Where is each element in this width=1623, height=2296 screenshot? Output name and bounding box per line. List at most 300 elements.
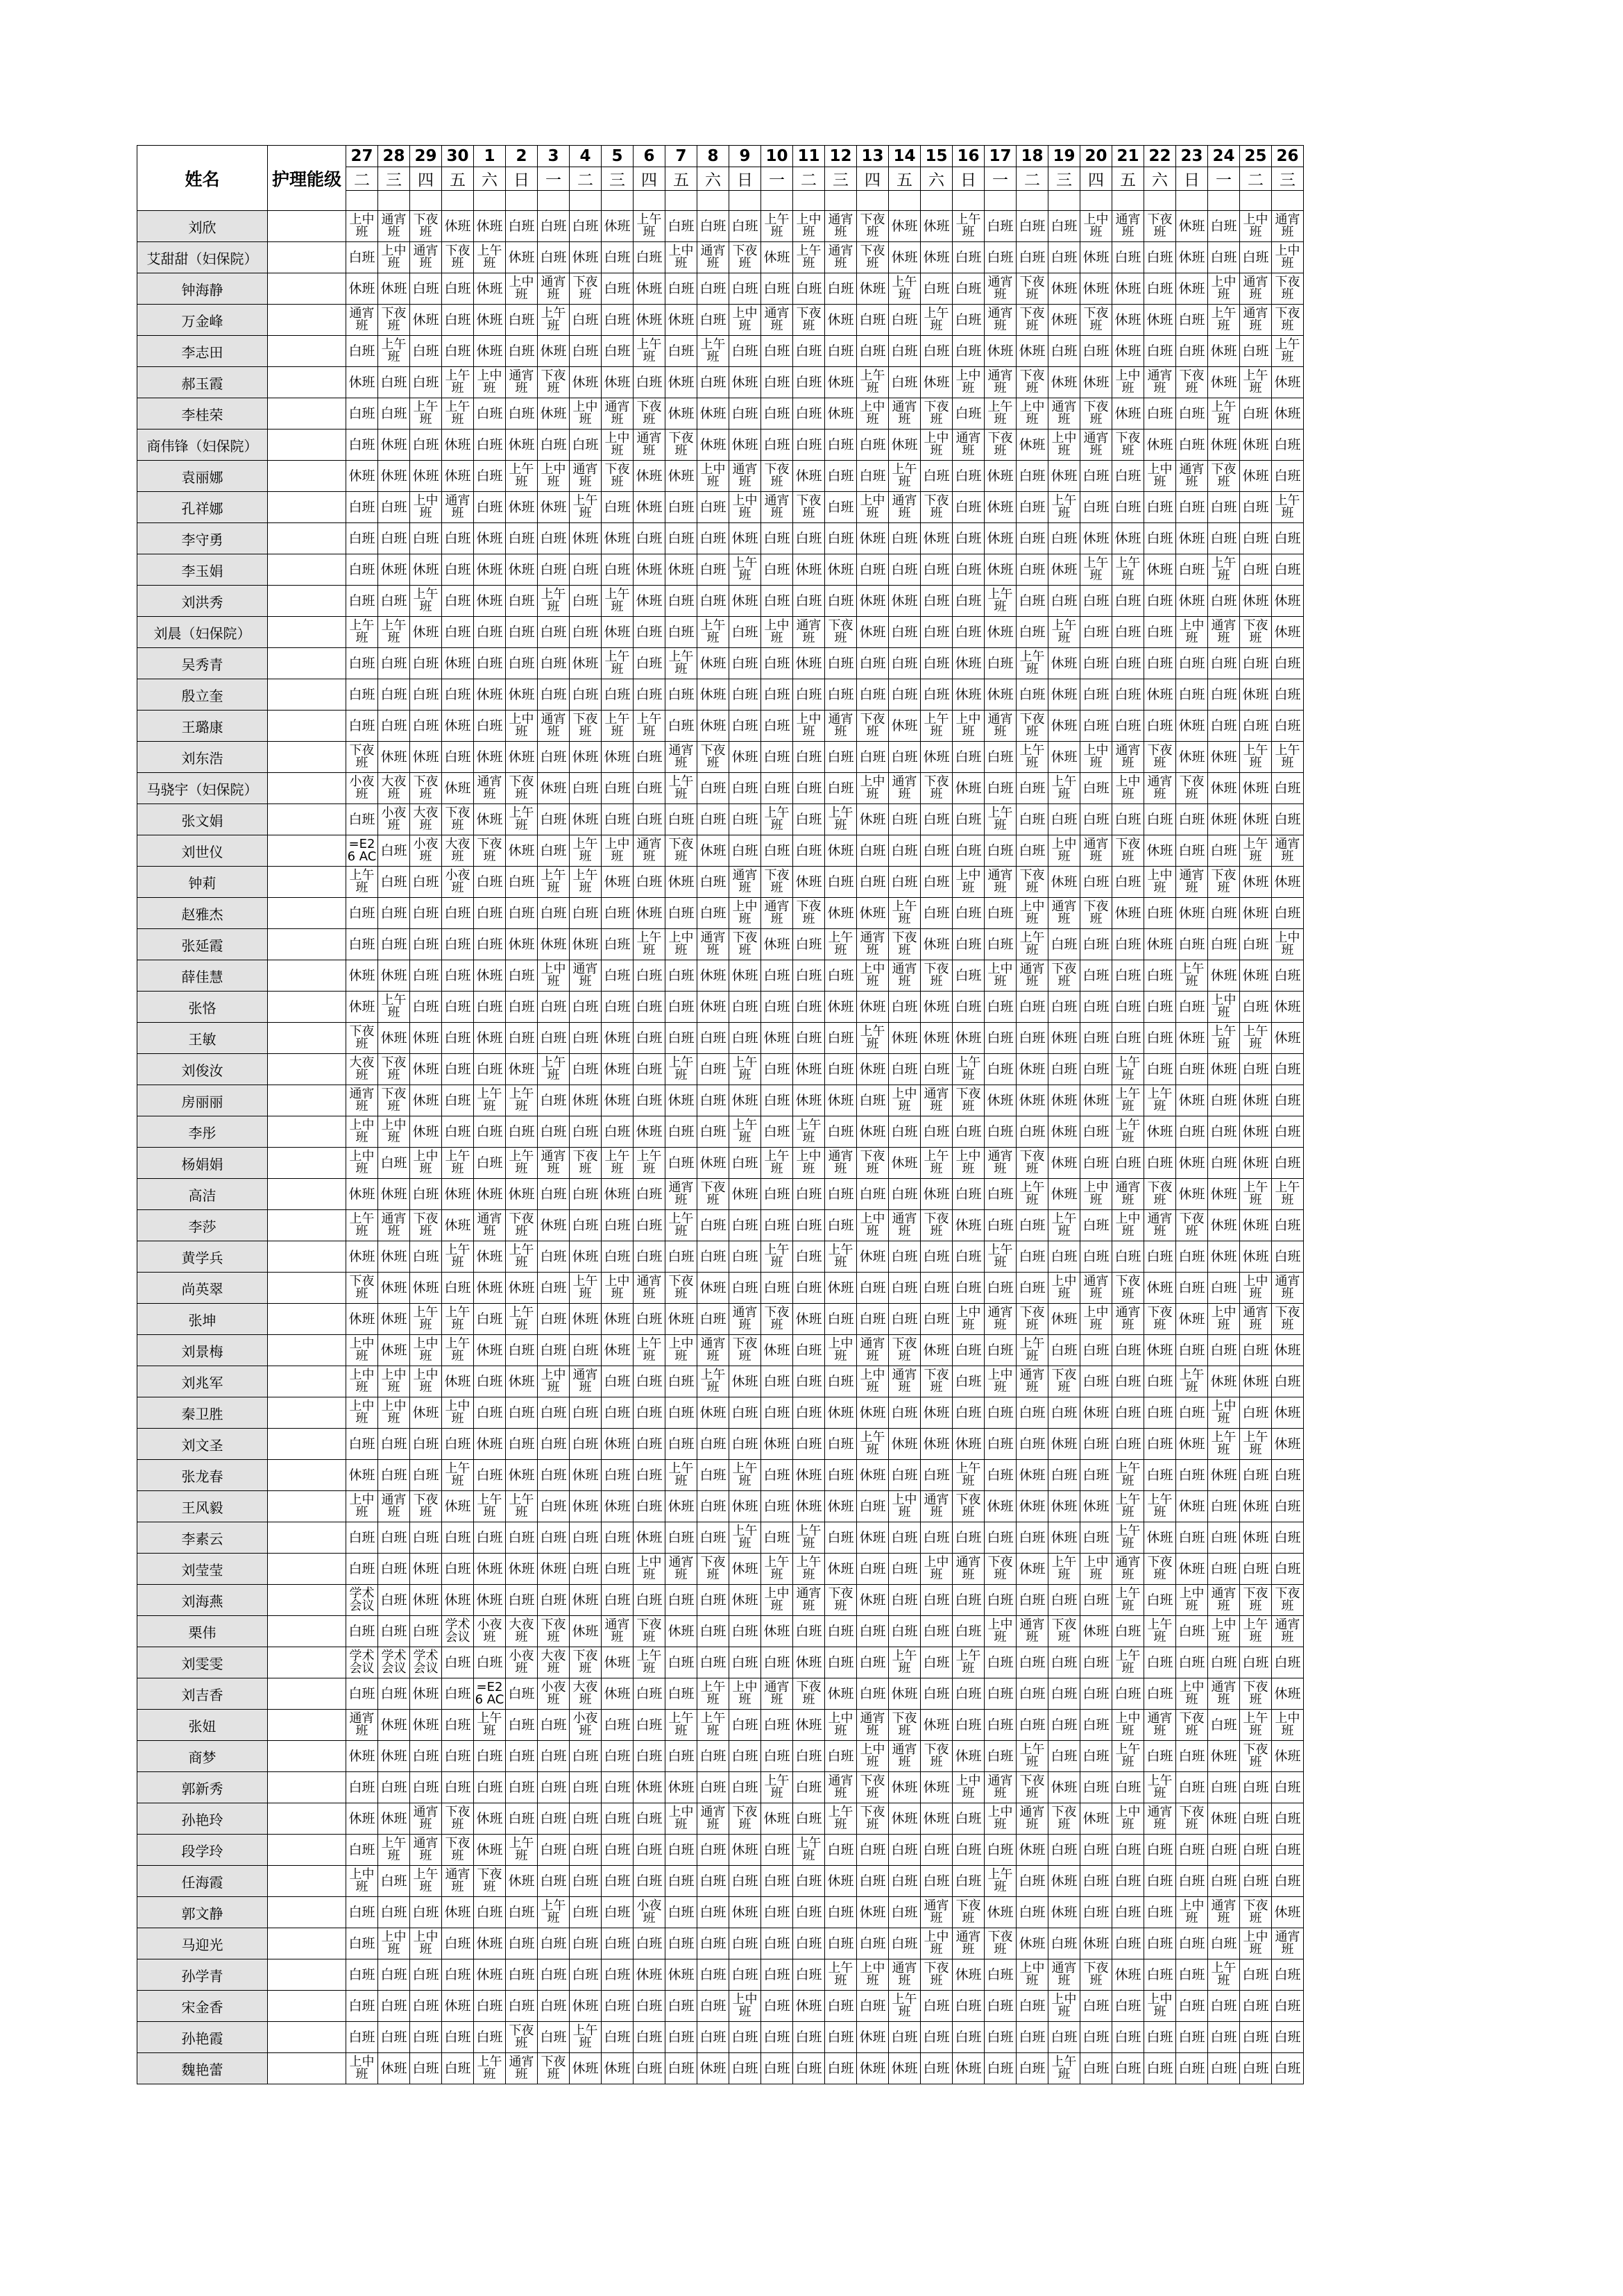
table-row [137, 367, 1304, 398]
shift-cell: 白班 [953, 461, 985, 492]
shift-cell: 上午班 [506, 1148, 538, 1179]
shift-cell: 白班 [378, 586, 410, 617]
shift-cell: 白班 [442, 586, 474, 617]
shift-cell: 白班 [1240, 2022, 1272, 2053]
shift-cell: 白班 [729, 1273, 761, 1304]
shift-cell: 下夜班 [953, 1491, 985, 1522]
shift-cell: 白班 [1176, 1835, 1208, 1866]
shift-cell: 白班 [1176, 1741, 1208, 1772]
shift-cell: 休班 [1080, 1803, 1112, 1835]
shift-cell: 休班 [729, 1179, 761, 1210]
shift-cell: 白班 [729, 1928, 761, 1959]
shift-cell: 白班 [570, 898, 602, 929]
shift-cell: 上午班 [985, 586, 1017, 617]
shift-cell: 通宵班 [1144, 1710, 1176, 1741]
shift-cell: 白班 [953, 273, 985, 305]
shift-cell: 白班 [1080, 1585, 1112, 1616]
shift-cell: 白班 [793, 1210, 825, 1241]
shift-cell: 白班 [1240, 1803, 1272, 1835]
shift-cell: 白班 [538, 1710, 570, 1741]
shift-cell: 上中班 [1112, 1210, 1144, 1241]
shift-cell: 白班 [825, 1023, 857, 1054]
shift-cell: 白班 [1080, 648, 1112, 679]
shift-cell: 白班 [410, 1429, 442, 1460]
shift-cell: 白班 [634, 742, 665, 773]
shift-cell: 上中班 [1112, 1710, 1144, 1741]
shift-cell: 上午班 [602, 1148, 634, 1179]
shift-cell: 白班 [410, 867, 442, 898]
shift-cell: 休班 [665, 1959, 697, 1991]
shift-cell: 下夜班 [793, 492, 825, 523]
shift-cell: 休班 [953, 773, 985, 804]
shift-cell: 白班 [570, 1959, 602, 1991]
table-row [137, 398, 1304, 430]
table-row [137, 1366, 1304, 1397]
shift-cell: 通宵班 [1017, 1366, 1048, 1397]
shift-cell: 白班 [1048, 1741, 1080, 1772]
shift-cell: 白班 [1080, 773, 1112, 804]
shift-cell: 白班 [761, 1991, 793, 2022]
shift-cell: 上午班 [1272, 336, 1304, 367]
shift-cell: 白班 [697, 1491, 729, 1522]
shift-cell: 小夜班 [410, 835, 442, 867]
shift-cell: 白班 [538, 648, 570, 679]
day-header: 26 [1272, 146, 1304, 167]
shift-cell: 休班 [1017, 1554, 1048, 1585]
nursing-level-cell [268, 430, 346, 461]
shift-cell: 白班 [1208, 1835, 1240, 1866]
shift-cell: 白班 [1176, 1647, 1208, 1678]
header-spacer-cell [761, 191, 793, 211]
shift-cell: 白班 [857, 430, 889, 461]
shift-cell: 上午班 [665, 1460, 697, 1491]
shift-cell: 白班 [985, 1116, 1017, 1148]
staff-name-cell: 殷立奎 [137, 679, 268, 711]
shift-cell: 白班 [346, 1429, 378, 1460]
shift-cell: 白班 [570, 554, 602, 586]
shift-cell: 休班 [506, 1366, 538, 1397]
shift-cell: 休班 [1144, 305, 1176, 336]
shift-cell: 休班 [506, 835, 538, 867]
shift-cell: 上中班 [857, 492, 889, 523]
shift-cell: 休班 [1048, 1085, 1080, 1116]
day-header: 8 [697, 146, 729, 167]
nursing-level-cell [268, 1772, 346, 1803]
shift-cell: 白班 [602, 1803, 634, 1835]
shift-cell: 休班 [1208, 1803, 1240, 1835]
shift-cell: 下夜班 [1112, 835, 1144, 867]
shift-cell: 下夜班 [825, 1585, 857, 1616]
shift-cell: 上午班 [410, 1866, 442, 1897]
shift-cell: 休班 [474, 273, 506, 305]
shift-cell: 上午班 [1240, 1710, 1272, 1741]
shift-cell: 白班 [825, 1054, 857, 1085]
shift-cell: 休班 [1112, 523, 1144, 554]
header-spacer-cell [506, 191, 538, 211]
shift-cell: 白班 [793, 2053, 825, 2084]
shift-cell: 上中班 [410, 1928, 442, 1959]
shift-cell: 休班 [857, 1397, 889, 1429]
table-row [137, 1397, 1304, 1429]
shift-cell: 通宵班 [889, 773, 921, 804]
shift-cell: 白班 [1080, 1522, 1112, 1554]
staff-name-cell: 刘俊汝 [137, 1054, 268, 1085]
header-spacer-cell [665, 191, 697, 211]
shift-cell: 通宵班 [378, 1210, 410, 1241]
shift-cell: 白班 [921, 1054, 953, 1085]
shift-cell: 上中班 [665, 1803, 697, 1835]
shift-cell: 白班 [1144, 1460, 1176, 1491]
shift-cell: 白班 [729, 1710, 761, 1741]
shift-cell: 白班 [761, 1179, 793, 1210]
shift-cell: 休班 [1144, 1522, 1176, 1554]
shift-cell: 休班 [729, 523, 761, 554]
shift-cell: 白班 [1048, 523, 1080, 554]
shift-cell: 下夜班 [474, 1866, 506, 1897]
shift-cell: 白班 [1176, 1460, 1208, 1491]
shift-cell: 白班 [570, 1803, 602, 1835]
shift-cell: 白班 [1144, 1647, 1176, 1678]
shift-cell: 休班 [1240, 898, 1272, 929]
shift-cell: 休班 [985, 336, 1017, 367]
shift-cell: 白班 [729, 336, 761, 367]
shift-cell: 通宵班 [634, 430, 665, 461]
shift-cell: 白班 [889, 835, 921, 867]
table-row [137, 1491, 1304, 1522]
shift-cell: 休班 [1080, 273, 1112, 305]
shift-cell: 休班 [570, 929, 602, 960]
shift-cell: 上午班 [729, 1460, 761, 1491]
shift-cell: 白班 [410, 367, 442, 398]
shift-cell: 白班 [570, 305, 602, 336]
shift-cell: 通宵班 [634, 835, 665, 867]
shift-cell: 上午班 [538, 867, 570, 898]
shift-cell: 白班 [761, 398, 793, 430]
schedule-body [137, 211, 1304, 2084]
shift-cell: 白班 [506, 336, 538, 367]
shift-cell: 白班 [1080, 492, 1112, 523]
shift-cell: 白班 [793, 1741, 825, 1772]
shift-cell: 休班 [1112, 1959, 1144, 1991]
shift-cell: 白班 [1144, 960, 1176, 992]
shift-cell: 上午班 [761, 1241, 793, 1273]
shift-cell: 白班 [729, 1023, 761, 1054]
shift-cell: 上午班 [634, 929, 665, 960]
nursing-level-cell [268, 1304, 346, 1335]
shift-cell: 休班 [1144, 1335, 1176, 1366]
shift-cell: 上中班 [1208, 1304, 1240, 1335]
header-spacer-cell [442, 191, 474, 211]
shift-cell: 休班 [857, 2053, 889, 2084]
shift-cell: 上中班 [602, 1273, 634, 1304]
shift-cell: 上午班 [1017, 742, 1048, 773]
weekday-header: 六 [921, 167, 953, 191]
shift-cell: 上午班 [761, 1148, 793, 1179]
shift-cell: 上午班 [1112, 1585, 1144, 1616]
shift-cell: 休班 [953, 2053, 985, 2084]
shift-cell: 休班 [1272, 1741, 1304, 1772]
shift-cell: 休班 [1048, 867, 1080, 898]
shift-cell: 白班 [346, 398, 378, 430]
shift-cell: 白班 [697, 1085, 729, 1116]
shift-cell: 休班 [953, 1429, 985, 1460]
shift-cell: 白班 [1080, 1866, 1112, 1897]
shift-cell: 上午班 [1208, 1429, 1240, 1460]
shift-cell: 休班 [729, 1585, 761, 1616]
shift-cell: 白班 [889, 1179, 921, 1210]
shift-cell: 白班 [1272, 648, 1304, 679]
shift-cell: 休班 [474, 1241, 506, 1273]
shift-cell: 白班 [346, 586, 378, 617]
shift-cell: 上午班 [506, 1241, 538, 1273]
shift-cell: 白班 [1176, 2053, 1208, 2084]
shift-cell: 通宵班 [921, 1085, 953, 1116]
shift-cell: 上中班 [1017, 398, 1048, 430]
shift-cell: 上午班 [506, 804, 538, 835]
shift-cell: 小夜班 [570, 1710, 602, 1741]
shift-cell: 通宵班 [1112, 211, 1144, 242]
shift-cell: 上中班 [538, 461, 570, 492]
shift-cell: 白班 [538, 1397, 570, 1429]
weekday-header: 四 [634, 167, 665, 191]
shift-cell: 白班 [1112, 1429, 1144, 1460]
shift-cell: 通宵班 [602, 398, 634, 430]
shift-cell: 休班 [506, 1866, 538, 1897]
shift-cell: 休班 [1208, 1460, 1240, 1491]
shift-cell: 白班 [570, 1741, 602, 1772]
shift-cell: 休班 [665, 305, 697, 336]
shift-cell: 休班 [1208, 1210, 1240, 1241]
shift-cell: 休班 [1272, 586, 1304, 617]
shift-cell: 下夜班 [729, 242, 761, 273]
shift-cell: 休班 [1208, 1054, 1240, 1085]
shift-cell: 休班 [346, 1304, 378, 1335]
shift-cell: 休班 [1208, 742, 1240, 773]
shift-cell: 白班 [1240, 648, 1272, 679]
shift-cell: 下夜班 [1080, 898, 1112, 929]
shift-cell: 休班 [825, 1273, 857, 1304]
table-row [137, 1210, 1304, 1241]
shift-cell: 白班 [346, 1991, 378, 2022]
shift-cell: 白班 [953, 242, 985, 273]
shift-cell: 休班 [985, 617, 1017, 648]
shift-cell: 白班 [1048, 1054, 1080, 1085]
shift-cell: 休班 [602, 1023, 634, 1054]
shift-cell: 休班 [1272, 867, 1304, 898]
shift-cell: 上中班 [1176, 1585, 1208, 1616]
shift-cell: 白班 [697, 1023, 729, 1054]
shift-cell: 白班 [634, 2053, 665, 2084]
shift-cell: 白班 [1080, 1772, 1112, 1803]
shift-cell: 白班 [761, 1085, 793, 1116]
shift-cell: 白班 [378, 1959, 410, 1991]
shift-cell: 白班 [1272, 1835, 1304, 1866]
shift-cell: 休班 [1176, 1085, 1208, 1116]
nursing-level-cell [268, 992, 346, 1023]
shift-cell: 白班 [570, 1772, 602, 1803]
shift-cell: 白班 [697, 1772, 729, 1803]
shift-cell: 白班 [1272, 1085, 1304, 1116]
shift-cell: 白班 [570, 336, 602, 367]
shift-cell: 白班 [538, 835, 570, 867]
shift-cell: 休班 [1208, 960, 1240, 992]
shift-cell: 休班 [889, 1023, 921, 1054]
shift-cell: 白班 [442, 1054, 474, 1085]
shift-cell: 休班 [825, 1397, 857, 1429]
shift-cell: 白班 [761, 586, 793, 617]
shift-cell: 白班 [921, 679, 953, 711]
shift-cell: 通宵班 [442, 492, 474, 523]
shift-cell: 下夜班 [921, 773, 953, 804]
shift-cell: 白班 [442, 1023, 474, 1054]
shift-cell: 休班 [729, 1491, 761, 1522]
staff-name-cell: 王风毅 [137, 1491, 268, 1522]
staff-name-cell: 钟海静 [137, 273, 268, 305]
shift-cell: 通宵班 [1112, 1554, 1144, 1585]
shift-cell: 白班 [665, 1866, 697, 1897]
shift-cell: 白班 [1176, 336, 1208, 367]
shift-cell: 休班 [602, 1491, 634, 1522]
staff-name-cell: 孔祥娜 [137, 492, 268, 523]
shift-cell: 上午班 [570, 2022, 602, 2053]
shift-cell: 白班 [729, 1241, 761, 1273]
shift-cell: 休班 [1208, 336, 1240, 367]
shift-cell: 白班 [857, 461, 889, 492]
shift-cell: 白班 [1208, 1866, 1240, 1897]
shift-cell: 休班 [1112, 336, 1144, 367]
shift-cell: 休班 [570, 1585, 602, 1616]
shift-cell: 白班 [1208, 2053, 1240, 2084]
shift-cell: 休班 [474, 554, 506, 586]
shift-cell: 通宵班 [1176, 867, 1208, 898]
table-row [137, 1616, 1304, 1647]
staff-name-cell: 段学玲 [137, 1835, 268, 1866]
shift-cell: 休班 [1112, 305, 1144, 336]
shift-cell: 白班 [665, 1647, 697, 1678]
shift-cell: 白班 [442, 1116, 474, 1148]
day-header: 20 [1080, 146, 1112, 167]
shift-cell: 通宵班 [538, 1148, 570, 1179]
shift-cell: 白班 [474, 1397, 506, 1429]
shift-cell: 白班 [921, 835, 953, 867]
shift-cell: 上中班 [665, 242, 697, 273]
shift-cell: 休班 [857, 1897, 889, 1928]
shift-cell: 通宵班 [442, 1866, 474, 1897]
shift-cell: 白班 [634, 367, 665, 398]
shift-cell: 白班 [1144, 1866, 1176, 1897]
shift-cell: 休班 [346, 1803, 378, 1835]
shift-cell: 白班 [921, 648, 953, 679]
shift-cell: 休班 [346, 273, 378, 305]
shift-cell: 下夜班 [1208, 461, 1240, 492]
staff-name-cell: 李守勇 [137, 523, 268, 554]
shift-cell: 白班 [1208, 2022, 1240, 2053]
shift-cell: 白班 [857, 867, 889, 898]
shift-cell: 白班 [1112, 1023, 1144, 1054]
shift-cell: 休班 [1208, 430, 1240, 461]
shift-cell: 白班 [665, 898, 697, 929]
shift-cell: 休班 [729, 742, 761, 773]
shift-cell: 白班 [921, 2053, 953, 2084]
shift-cell: 白班 [602, 679, 634, 711]
shift-cell: 白班 [410, 523, 442, 554]
shift-cell: 上午班 [570, 835, 602, 867]
shift-cell: 白班 [697, 1522, 729, 1554]
shift-cell: 通宵班 [506, 367, 538, 398]
shift-cell: 白班 [985, 242, 1017, 273]
shift-cell: 上中班 [1017, 898, 1048, 929]
shift-cell: 白班 [793, 1866, 825, 1897]
staff-name-cell: 李彤 [137, 1116, 268, 1148]
shift-cell: 上中班 [1144, 461, 1176, 492]
shift-cell: 休班 [410, 742, 442, 773]
shift-cell: 白班 [729, 273, 761, 305]
shift-cell: 上午班 [1017, 1741, 1048, 1772]
shift-cell: 白班 [1080, 1741, 1112, 1772]
shift-cell: 白班 [1272, 1803, 1304, 1835]
shift-cell: 白班 [825, 1304, 857, 1335]
nursing-level-cell [268, 960, 346, 992]
shift-cell: 白班 [1017, 1522, 1048, 1554]
shift-cell: 上中班 [729, 898, 761, 929]
shift-cell: 白班 [793, 1397, 825, 1429]
shift-cell: 通宵班 [1272, 1616, 1304, 1647]
shift-cell: 休班 [442, 211, 474, 242]
shift-cell: 上午班 [793, 242, 825, 273]
shift-cell: 下夜班 [410, 1210, 442, 1241]
header-spacer-cell [1080, 191, 1112, 211]
shift-cell: 白班 [825, 867, 857, 898]
shift-cell: 白班 [761, 1397, 793, 1429]
shift-cell: 白班 [1240, 1866, 1272, 1897]
shift-cell: 白班 [825, 1460, 857, 1491]
table-row [137, 523, 1304, 554]
nursing-level-cell [268, 711, 346, 742]
shift-cell: 休班 [474, 586, 506, 617]
table-row [137, 1647, 1304, 1678]
shift-cell: 白班 [378, 929, 410, 960]
shift-cell: 白班 [1240, 1054, 1272, 1085]
shift-cell: 上午班 [1240, 1429, 1272, 1460]
shift-cell: 白班 [474, 1366, 506, 1397]
shift-cell: 休班 [1080, 1928, 1112, 1959]
shift-cell: 休班 [1240, 586, 1272, 617]
shift-cell: 上中班 [953, 711, 985, 742]
shift-cell: 白班 [410, 1897, 442, 1928]
shift-cell: 休班 [1240, 679, 1272, 711]
shift-cell: 白班 [634, 1085, 665, 1116]
staff-name-cell: 商伟锋（妇保院） [137, 430, 268, 461]
shift-cell: 白班 [1144, 1148, 1176, 1179]
shift-cell: 白班 [665, 1116, 697, 1148]
shift-cell: 白班 [1017, 523, 1048, 554]
shift-cell: 白班 [729, 211, 761, 242]
shift-cell: 白班 [378, 1616, 410, 1647]
shift-cell: 休班 [729, 586, 761, 617]
shift-cell: 白班 [442, 1959, 474, 1991]
nursing-level-cell [268, 1835, 346, 1866]
shift-cell: 白班 [378, 523, 410, 554]
shift-cell: 白班 [953, 1273, 985, 1304]
shift-cell: 白班 [825, 2053, 857, 2084]
weekday-header: 五 [1112, 167, 1144, 191]
shift-cell: 通宵班 [538, 711, 570, 742]
shift-cell: 小夜班 [474, 1616, 506, 1647]
shift-cell: 白班 [1080, 586, 1112, 617]
shift-cell: 休班 [857, 898, 889, 929]
shift-cell: 休班 [1048, 648, 1080, 679]
shift-cell: 休班 [1208, 1241, 1240, 1273]
